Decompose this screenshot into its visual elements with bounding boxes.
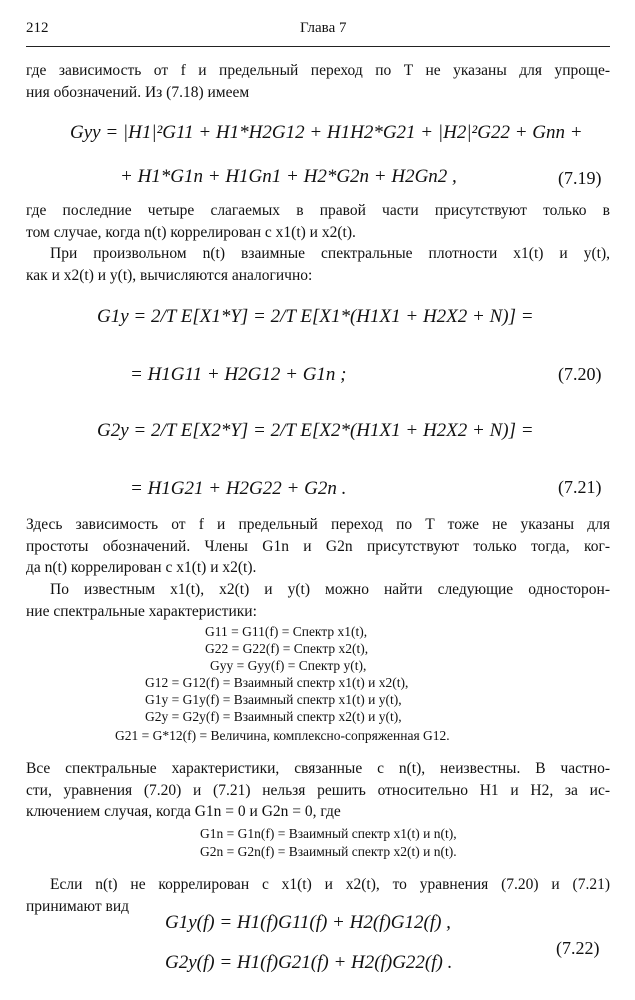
equation-number: (7.22): [556, 938, 600, 958]
definition-line: G1y = G1y(f) = Взаимный спектр x1(t) и y(t),: [145, 692, 402, 707]
equation-7-19-line-1: Gyy = |H1|²G11 + H1*H2G12 + H1H2*G21 + |H2|²G22 + Gnn +: [70, 122, 583, 143]
equation-7-20-line-2: = H1G11 + H2G12 + G1n ;: [130, 364, 347, 385]
page-number: 212: [26, 20, 49, 36]
equation-number: (7.19): [558, 168, 602, 188]
paragraph-4: [26, 514, 610, 579]
paragraph-6: [26, 758, 610, 823]
definition-line: G21 = G*12(f) = Величина, комплексно-сопряженная G12.: [115, 728, 450, 743]
equation-number: (7.21): [558, 477, 602, 497]
text-line: ния обозначений. Из (7.18) имеем: [26, 83, 250, 101]
paragraph-2: [26, 200, 610, 243]
equation-7-22-line-1: G1y(f) = H1(f)G11(f) + H2(f)G12(f) ,: [165, 912, 451, 933]
text-line: как и x2(t) и y(t), вычисляются аналогично:: [26, 266, 313, 284]
equation-7-22-line-2: G2y(f) = H1(f)G21(f) + H2(f)G22(f) .: [165, 952, 453, 973]
definition-line: G2n = G2n(f) = Взаимный спектр x2(t) и n(t).: [200, 844, 457, 859]
paragraph-1: [26, 60, 610, 103]
header-rule: [26, 46, 610, 47]
equation-7-21-line-1: G2y = 2/T E[X2*Y] = 2/T E[X2*(H1X1 + H2X2 + N)] =: [97, 420, 534, 441]
text-line: При произвольном n(t) взаимные спектральные плотности x1(t) и y(t),: [50, 245, 610, 262]
chapter-title: Глава 7: [300, 20, 347, 36]
text-line: том случае, когда n(t) коррелирован с x1(t) и x2(t).: [26, 223, 356, 241]
text-line: ключением случая, когда G1n = 0 и G2n = 0, где: [26, 803, 341, 820]
text-line: сти, уравнения (7.20) и (7.21) нельзя решить относительно H1 и H2, за ис-: [26, 781, 610, 799]
text-line: простоты обозначений. Члены G1n и G2n присутствуют только тогда, ког-: [26, 537, 610, 555]
text-line: Все спектральные характеристики, связанные с n(t), неизвестны. В частно-: [26, 760, 610, 777]
paragraph-7: [26, 874, 610, 917]
text-line: принимают вид: [26, 897, 130, 915]
text-line: где зависимость от f и предельный переход по T не указаны для упроще-: [26, 62, 610, 79]
text-line: где последние четыре слагаемых в правой части присутствуют только в: [26, 202, 610, 219]
equation-number: (7.20): [558, 364, 602, 384]
text-line: да n(t) коррелирован с x1(t) и x2(t).: [26, 559, 257, 576]
definition-line: G12 = G12(f) = Взаимный спектр x1(t) и x2(t),: [145, 675, 409, 690]
paragraph-3: [26, 243, 610, 286]
definition-line: Gyy = Gyy(f) = Спектр y(t),: [210, 658, 367, 673]
equation-7-19-line-2: + H1*G1n + H1Gn1 + H2*G2n + H2Gn2 ,: [120, 166, 457, 187]
text-line: Здесь зависимость от f и предельный переход по T тоже не указаны для: [26, 516, 610, 533]
text-line: Если n(t) не коррелирован с x1(t) и x2(t), то уравнения (7.20) и (7.21): [50, 876, 610, 893]
paragraph-5: [26, 579, 610, 622]
definition-line: G11 = G11(f) = Спектр x1(t),: [205, 624, 368, 639]
definition-line: G22 = G22(f) = Спектр x2(t),: [205, 641, 369, 656]
definition-line: G2y = G2y(f) = Взаимный спектр x2(t) и y(t),: [145, 709, 402, 724]
text-line: По известным x1(t), x2(t) и y(t) можно найти следующие односторон-: [50, 581, 610, 598]
equation-7-21-line-2: = H1G21 + H2G22 + G2n .: [130, 478, 347, 499]
definition-line: G1n = G1n(f) = Взаимный спектр x1(t) и n(t),: [200, 826, 457, 841]
equation-7-20-line-1: G1y = 2/T E[X1*Y] = 2/T E[X1*(H1X1 + H2X2 + N)] =: [97, 306, 534, 327]
text-line: ние спектральные характеристики:: [26, 602, 257, 620]
